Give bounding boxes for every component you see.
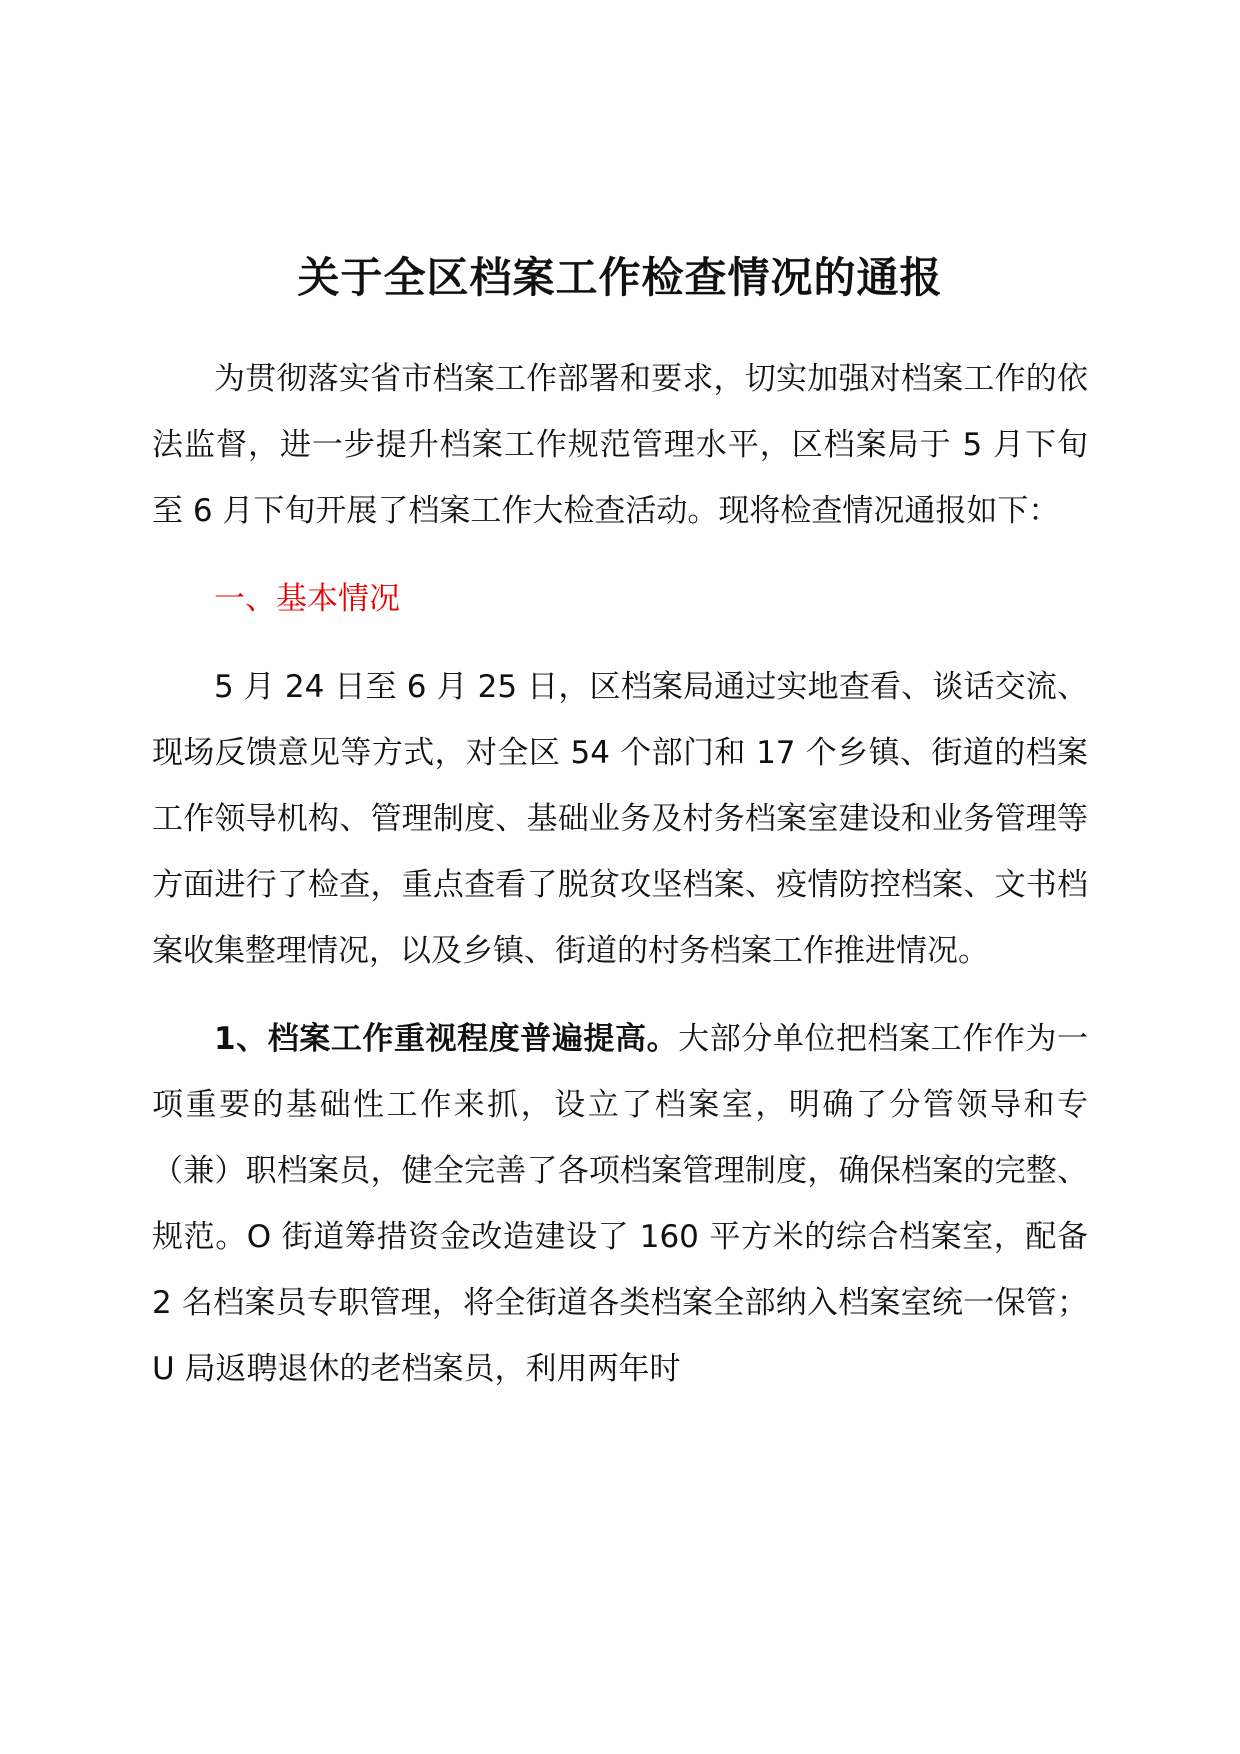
basic-situation-paragraph: 5 月 24 日至 6 月 25 日，区档案局通过实地查看、谈话交流、现场反馈意见等方式，对全区 54 个部门和 17 个乡镇、街道的档案工作领导机构、管理制度、基础业务及村务档案室建设和业务管理等方面进行了检查，重点查看了脱贫攻坚档案、疫情防控档案、文书档案收集整理情况，以及乡镇、街道的村务档案工作推进情况。 xyxy=(152,669,1088,969)
document-body xyxy=(152,346,1088,1402)
section-heading-basic: 一、基本情况 xyxy=(214,581,400,617)
item-1-text: 大部分单位把档案工作作为一项重要的基础性工作来抓，设立了档案室，明确了分管领导和专（兼）职档案员，健全完善了各项档案管理制度，确保档案的完整、规范。O 街道筹措资金改造建设了 160 平方米的综合档案室，配备 2 名档案员专职管理，将全街道各类档案全部纳入档案室统一保管；U 局返聘退休的老档案员，利用两年时 xyxy=(152,1021,1088,1387)
item-1-paragraph xyxy=(152,1006,1088,1402)
intro-paragraph: 为贯彻落实省市档案工作部署和要求，切实加强对档案工作的依法监督，进一步提升档案工作规范管理水平，区档案局于 5 月下旬至 6 月下旬开展了档案工作大检查活动。现将检查情况通报如下： xyxy=(152,361,1088,529)
document-title: 关于全区档案工作检查情况的通报 xyxy=(297,253,943,302)
item-1-lead: 1、档案工作重视程度普遍提高。 xyxy=(214,1021,679,1057)
